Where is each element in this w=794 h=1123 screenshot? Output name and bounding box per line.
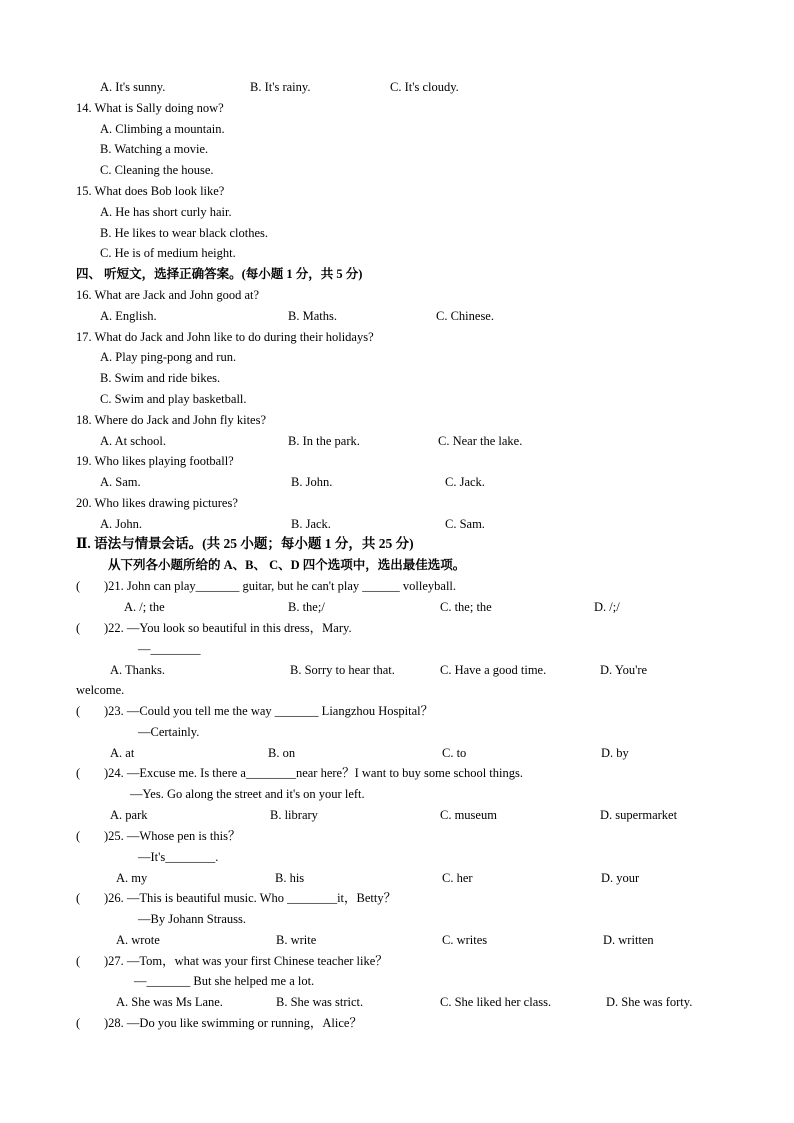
q23-option-a: A. at bbox=[110, 746, 135, 760]
part-2-heading: Ⅱ. 语法与情景会话。(共 25 小题；每小题 1 分，共 25 分) bbox=[76, 536, 414, 551]
q24-option-c: C. museum bbox=[440, 808, 497, 822]
part-2-instruction: 从下列各小题所给的 A、B、 C、D 四个选项中，选出最佳选项。 bbox=[108, 558, 466, 572]
q27-option-c: C. She liked her class. bbox=[440, 995, 552, 1009]
q24-option-b: B. library bbox=[270, 808, 318, 822]
q28-paren: ( bbox=[76, 1016, 81, 1030]
q26-option-d: D. written bbox=[603, 933, 654, 947]
q25-stem: )25. —Whose pen is this？ bbox=[104, 829, 241, 843]
q25-option-d: D. your bbox=[601, 871, 640, 885]
q22-option-d-continued: welcome. bbox=[76, 683, 125, 697]
q22-option-b: B. Sorry to hear that. bbox=[290, 663, 395, 677]
q23-reply: —Certainly. bbox=[138, 725, 200, 739]
q17-option-c: C. Swim and play basketball. bbox=[100, 392, 247, 406]
q26-paren: ( bbox=[76, 891, 81, 905]
q25-option-a: A. my bbox=[116, 871, 148, 885]
q13-option-a: A. It's sunny. bbox=[100, 80, 166, 94]
q26-option-a: A. wrote bbox=[116, 933, 160, 947]
q16-option-c: C. Chinese. bbox=[436, 309, 494, 323]
q18-option-b: B. In the park. bbox=[288, 434, 360, 448]
q26-reply: —By Johann Strauss. bbox=[138, 912, 246, 926]
q21-paren: ( bbox=[76, 579, 81, 593]
q22-option-c: C. Have a good time. bbox=[440, 663, 547, 677]
q28-stem: )28. —Do you like swimming or running，Alice？ bbox=[104, 1016, 362, 1030]
q15-option-b: B. He likes to wear black clothes. bbox=[100, 226, 269, 240]
q14-stem: 14. What is Sally doing now? bbox=[76, 101, 224, 115]
q27-option-b: B. She was strict. bbox=[276, 995, 364, 1009]
q22-paren: ( bbox=[76, 621, 81, 635]
q21-option-b: B. the;/ bbox=[288, 600, 325, 614]
q22-option-a: A. Thanks. bbox=[110, 663, 165, 677]
q17-option-b: B. Swim and ride bikes. bbox=[100, 371, 221, 385]
q14-option-a: A. Climbing a mountain. bbox=[100, 122, 225, 136]
q22-reply: —________ bbox=[138, 642, 201, 656]
q15-stem: 15. What does Bob look like? bbox=[76, 184, 225, 198]
q19-option-a: A. Sam. bbox=[100, 475, 141, 489]
q27-option-d: D. She was forty. bbox=[606, 995, 693, 1009]
q19-option-b: B. John. bbox=[291, 475, 333, 489]
q20-option-b: B. Jack. bbox=[291, 517, 331, 531]
q20-option-a: A. John. bbox=[100, 517, 143, 531]
q20-option-c: C. Sam. bbox=[445, 517, 485, 531]
q17-stem: 17. What do Jack and John like to do during their holidays? bbox=[76, 330, 374, 344]
q25-option-c: C. her bbox=[442, 871, 473, 885]
q18-option-c: C. Near the lake. bbox=[438, 434, 523, 448]
q24-option-d: D. supermarket bbox=[600, 808, 678, 822]
q17-option-a: A. Play ping-pong and run. bbox=[100, 350, 237, 364]
q21-option-d: D. /;/ bbox=[594, 600, 620, 614]
q13-option-b: B. It's rainy. bbox=[250, 80, 311, 94]
q15-option-c: C. He is of medium height. bbox=[100, 246, 236, 260]
q16-option-b: B. Maths. bbox=[288, 309, 337, 323]
q18-stem: 18. Where do Jack and John fly kites? bbox=[76, 413, 266, 427]
q15-option-a: A. He has short curly hair. bbox=[100, 205, 232, 219]
q20-stem: 20. Who likes drawing pictures? bbox=[76, 496, 238, 510]
q22-option-d: D. You're bbox=[600, 663, 648, 677]
q26-stem: )26. —This is beautiful music. Who ________it，Betty？ bbox=[104, 891, 397, 905]
q24-option-a: A. park bbox=[110, 808, 148, 822]
q27-stem: )27. —Tom，what was your first Chinese teacher like？ bbox=[104, 954, 388, 968]
q18-option-a: A. At school. bbox=[100, 434, 166, 448]
q16-stem: 16. What are Jack and John good at? bbox=[76, 288, 260, 302]
q25-reply: —It's________. bbox=[138, 850, 219, 864]
q25-option-b: B. his bbox=[275, 871, 305, 885]
q23-option-d: D. by bbox=[601, 746, 629, 760]
q19-option-c: C. Jack. bbox=[445, 475, 485, 489]
q23-stem: )23. —Could you tell me the way _______ Liangzhou Hospital？ bbox=[104, 704, 434, 718]
q27-paren: ( bbox=[76, 954, 81, 968]
q19-stem: 19. Who likes playing football? bbox=[76, 454, 234, 468]
q26-option-c: C. writes bbox=[442, 933, 488, 947]
q14-option-c: C. Cleaning the house. bbox=[100, 163, 214, 177]
q24-paren: ( bbox=[76, 766, 81, 780]
q21-option-a: A. /; the bbox=[124, 600, 165, 614]
q16-option-a: A. English. bbox=[100, 309, 157, 323]
q25-paren: ( bbox=[76, 829, 81, 843]
q14-option-b: B. Watching a movie. bbox=[100, 142, 209, 156]
q27-reply: —_______ But she helped me a lot. bbox=[134, 974, 315, 988]
q21-stem: )21. John can play_______ guitar, but he can't play ______ volleyball. bbox=[104, 579, 457, 593]
q24-reply: —Yes. Go along the street and it's on your left. bbox=[130, 787, 365, 801]
q23-paren: ( bbox=[76, 704, 81, 718]
q22-stem: )22. —You look so beautiful in this dress，Mary. bbox=[104, 621, 352, 635]
q24-stem: )24. —Excuse me. Is there a________near here？I want to buy some school things. bbox=[104, 766, 523, 780]
q23-option-c: C. to bbox=[442, 746, 467, 760]
q21-option-c: C. the; the bbox=[440, 600, 492, 614]
q26-option-b: B. write bbox=[276, 933, 317, 947]
q27-option-a: A. She was Ms Lane. bbox=[116, 995, 223, 1009]
q23-option-b: B. on bbox=[268, 746, 296, 760]
q13-option-c: C. It's cloudy. bbox=[390, 80, 459, 94]
section-4-heading: 四、 听短文，选择正确答案。(每小题 1 分，共 5 分) bbox=[76, 267, 363, 281]
